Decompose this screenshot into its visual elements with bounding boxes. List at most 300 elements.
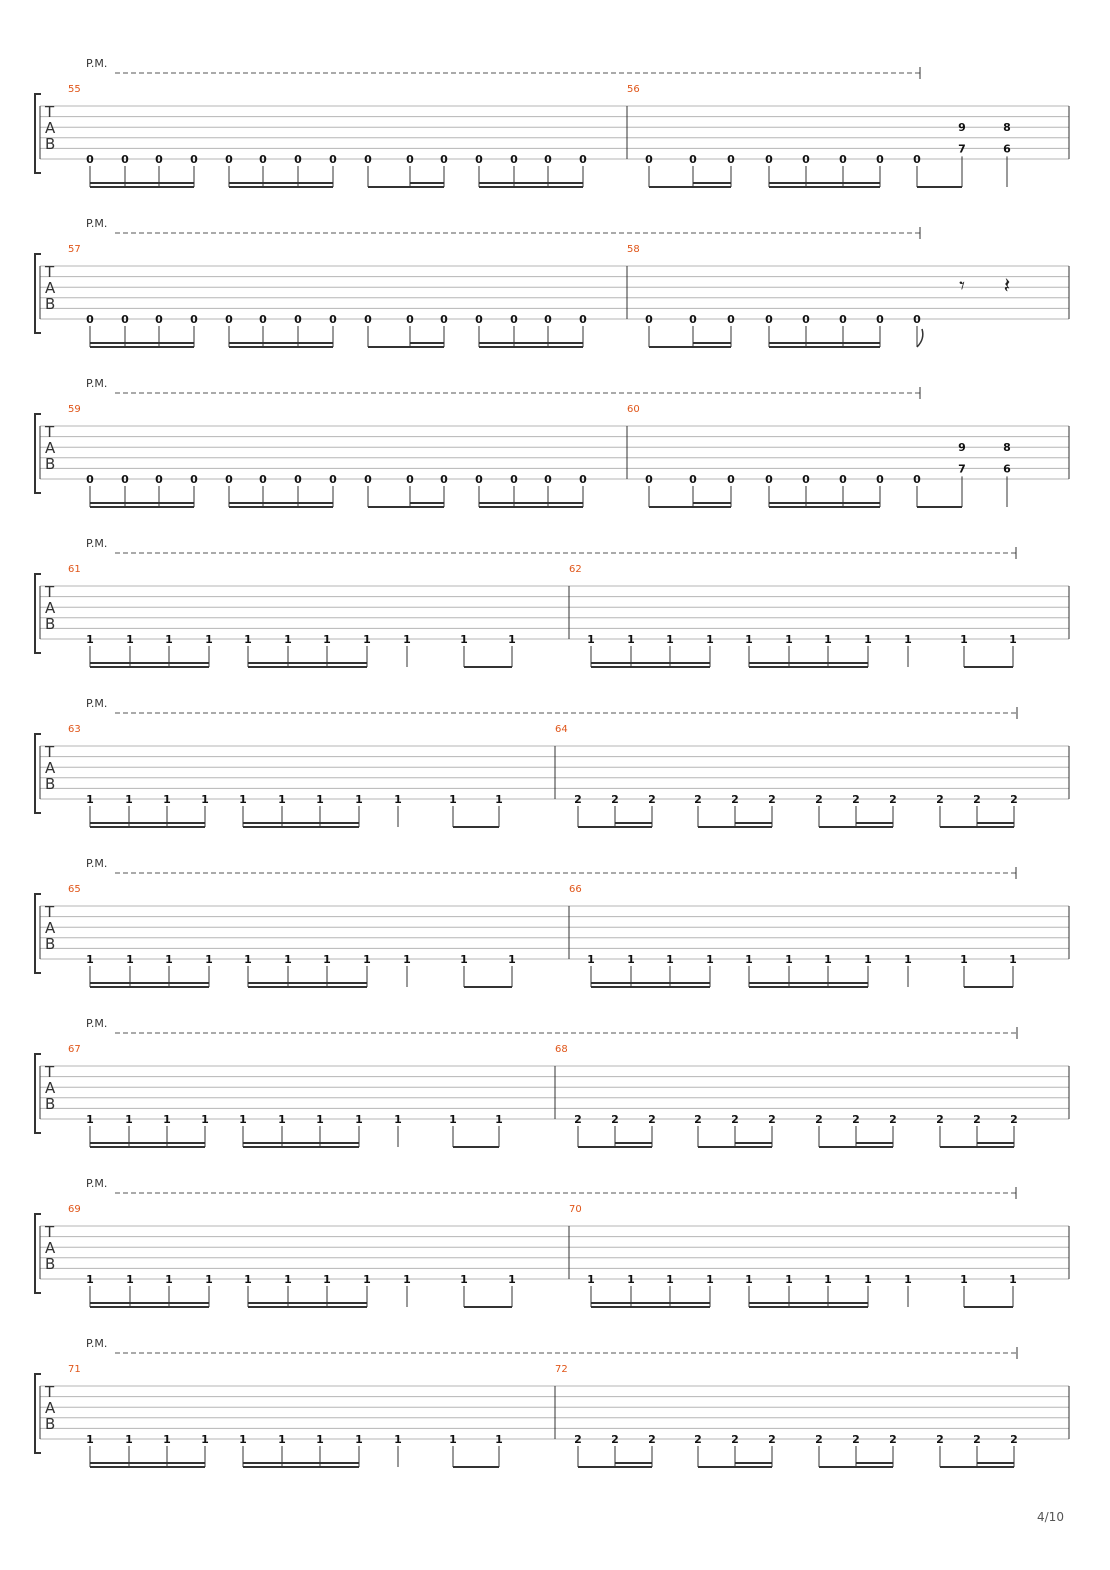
beam-group bbox=[475, 473, 587, 507]
beam-group bbox=[765, 313, 884, 347]
fret-number: 1 bbox=[278, 1433, 286, 1446]
tab-clef-letter: A bbox=[45, 279, 56, 297]
fret-number: 0 bbox=[839, 473, 847, 486]
tab-clef-letter: A bbox=[45, 1239, 56, 1257]
fret-number: 1 bbox=[824, 953, 832, 966]
fret-number: 1 bbox=[363, 633, 371, 646]
tab-clef-letter: T bbox=[45, 903, 55, 921]
tab-clef-letter: B bbox=[45, 775, 56, 793]
fret-number: 2 bbox=[936, 1113, 944, 1126]
fret-number: 0 bbox=[579, 313, 587, 326]
fret-number: 1 bbox=[627, 633, 635, 646]
fret-number: 0 bbox=[510, 313, 518, 326]
fret-number: 0 bbox=[913, 313, 921, 326]
fret-number: 6 bbox=[1003, 142, 1011, 156]
fret-number: 1 bbox=[201, 1113, 209, 1126]
fret-number: 1 bbox=[460, 953, 468, 966]
tab-clef-letter: B bbox=[45, 295, 56, 313]
fret-number: 2 bbox=[815, 1433, 823, 1446]
fret-number: 1 bbox=[239, 1433, 247, 1446]
fret-number: 1 bbox=[745, 953, 753, 966]
measure-number: 58 bbox=[627, 244, 640, 255]
beam-group bbox=[574, 1113, 656, 1147]
measure-number: 72 bbox=[555, 1364, 568, 1375]
fret-number: 2 bbox=[973, 793, 981, 806]
fret-number: 1 bbox=[201, 793, 209, 806]
tab-clef-letter: A bbox=[45, 439, 56, 457]
fret-number: 0 bbox=[876, 153, 884, 166]
measure-number: 66 bbox=[569, 884, 582, 895]
tab-clef-letter: T bbox=[45, 743, 55, 761]
beam-group bbox=[960, 1273, 1017, 1307]
beam-group bbox=[86, 1113, 209, 1147]
fret-number: 2 bbox=[648, 793, 656, 806]
fret-number: 2 bbox=[731, 1433, 739, 1446]
fret-number: 0 bbox=[913, 473, 921, 486]
beam-group bbox=[574, 1433, 656, 1467]
beam-group bbox=[574, 793, 656, 827]
fret-number: 0 bbox=[475, 153, 483, 166]
fret-number: 1 bbox=[824, 1273, 832, 1286]
measure-number: 65 bbox=[68, 884, 81, 895]
fret-number: 1 bbox=[165, 953, 173, 966]
fret-number: 1 bbox=[587, 633, 595, 646]
beam-group bbox=[86, 633, 213, 667]
beam-group bbox=[460, 633, 516, 667]
measure-number: 63 bbox=[68, 724, 81, 735]
fret-number: 2 bbox=[694, 793, 702, 806]
measure bbox=[68, 404, 587, 507]
eighth-rest: 𝄾 bbox=[959, 274, 965, 300]
fret-number: 0 bbox=[727, 313, 735, 326]
tab-clef-letter: T bbox=[45, 583, 55, 601]
fret-number: 0 bbox=[225, 473, 233, 486]
fret-number: 1 bbox=[706, 953, 714, 966]
palm-mute-label: P.M. bbox=[86, 697, 108, 710]
fret-number: 1 bbox=[163, 1113, 171, 1126]
fret-number: 1 bbox=[960, 953, 968, 966]
fret-number: 1 bbox=[244, 1273, 252, 1286]
fret-number: 2 bbox=[889, 1433, 897, 1446]
fret-number: 1 bbox=[205, 953, 213, 966]
tab-clef-letter: T bbox=[45, 423, 55, 441]
fret-number: 1 bbox=[864, 1273, 872, 1286]
fret-number: 1 bbox=[508, 1273, 516, 1286]
beam-group bbox=[645, 473, 735, 507]
tab-clef-letter: A bbox=[45, 919, 56, 937]
fret-number: 0 bbox=[364, 473, 372, 486]
fret-number: 9 bbox=[958, 441, 966, 455]
tab-clef-letter: B bbox=[45, 1255, 56, 1273]
fret-number: 0 bbox=[155, 313, 163, 326]
fret-number: 0 bbox=[645, 473, 653, 486]
measure bbox=[627, 244, 1010, 347]
beam-group bbox=[645, 313, 735, 347]
fret-number: 0 bbox=[225, 153, 233, 166]
measure bbox=[68, 1364, 503, 1467]
measure-number: 70 bbox=[569, 1204, 582, 1215]
beam-group bbox=[86, 313, 198, 347]
fret-number: 1 bbox=[960, 1273, 968, 1286]
tab-system bbox=[35, 217, 1069, 347]
fret-number: 1 bbox=[745, 633, 753, 646]
tab-clef-letter: T bbox=[45, 1063, 55, 1081]
fret-number: 1 bbox=[666, 633, 674, 646]
beam-group bbox=[694, 793, 776, 827]
note-flag bbox=[917, 329, 923, 347]
tab-clef-letter: T bbox=[45, 1383, 55, 1401]
fret-number: 0 bbox=[579, 153, 587, 166]
tab-clef-letter: A bbox=[45, 119, 56, 137]
fret-number: 9 bbox=[958, 121, 966, 135]
fret-number: 0 bbox=[475, 473, 483, 486]
beam-group bbox=[815, 1433, 897, 1467]
fret-number: 1 bbox=[587, 953, 595, 966]
fret-number: 0 bbox=[689, 153, 697, 166]
measure-number: 67 bbox=[68, 1044, 81, 1055]
fret-number: 1 bbox=[403, 1273, 411, 1286]
beam-group bbox=[815, 1113, 897, 1147]
tab-clef-letter: B bbox=[45, 615, 56, 633]
fret-number: 0 bbox=[121, 153, 129, 166]
fret-number: 1 bbox=[745, 1273, 753, 1286]
fret-number: 0 bbox=[406, 313, 414, 326]
beam-group bbox=[239, 1113, 363, 1147]
tab-clef-letter: A bbox=[45, 1079, 56, 1097]
measure bbox=[68, 1204, 516, 1307]
fret-number: 1 bbox=[126, 633, 134, 646]
fret-number: 2 bbox=[815, 1113, 823, 1126]
fret-number: 2 bbox=[611, 1113, 619, 1126]
beam-group bbox=[936, 1433, 1018, 1467]
fret-number: 1 bbox=[864, 953, 872, 966]
tab-clef-letter: B bbox=[45, 1415, 56, 1433]
fret-number: 1 bbox=[495, 793, 503, 806]
beam-group bbox=[244, 953, 371, 987]
measure-number: 55 bbox=[68, 84, 81, 95]
beam-group bbox=[460, 1273, 516, 1307]
fret-number: 0 bbox=[510, 473, 518, 486]
beam-group bbox=[86, 1273, 213, 1307]
beam-group bbox=[449, 793, 503, 827]
fret-number: 2 bbox=[852, 1433, 860, 1446]
tab-clef-letter: A bbox=[45, 599, 56, 617]
fret-number: 0 bbox=[190, 473, 198, 486]
beam-group bbox=[449, 1113, 503, 1147]
fret-number: 2 bbox=[936, 1433, 944, 1446]
tab-system bbox=[35, 1017, 1069, 1147]
measure bbox=[68, 884, 516, 987]
fret-number: 1 bbox=[706, 633, 714, 646]
fret-number: 0 bbox=[839, 153, 847, 166]
fret-number: 0 bbox=[689, 313, 697, 326]
quarter-rest: 𝄽 bbox=[1003, 274, 1011, 300]
fret-number: 0 bbox=[259, 473, 267, 486]
measure bbox=[569, 884, 1017, 987]
beam-group bbox=[587, 633, 714, 667]
fret-number: 0 bbox=[364, 153, 372, 166]
tab-clef-letter: B bbox=[45, 455, 56, 473]
fret-number: 1 bbox=[86, 633, 94, 646]
fret-number: 1 bbox=[355, 793, 363, 806]
fret-number: 2 bbox=[694, 1433, 702, 1446]
page-number: 4/10 bbox=[1037, 1510, 1064, 1524]
beam-group bbox=[913, 121, 966, 187]
fret-number: 1 bbox=[284, 953, 292, 966]
fret-number: 0 bbox=[294, 473, 302, 486]
tab-system bbox=[35, 1177, 1069, 1307]
fret-number: 1 bbox=[316, 793, 324, 806]
fret-number: 1 bbox=[1009, 1273, 1017, 1286]
palm-mute-label: P.M. bbox=[86, 537, 108, 550]
fret-number: 1 bbox=[1009, 633, 1017, 646]
fret-number: 1 bbox=[316, 1113, 324, 1126]
tab-system bbox=[35, 1337, 1069, 1467]
tab-clef-letter: B bbox=[45, 135, 56, 153]
fret-number: 1 bbox=[508, 633, 516, 646]
fret-number: 1 bbox=[785, 953, 793, 966]
fret-number: 0 bbox=[155, 473, 163, 486]
fret-number: 2 bbox=[768, 793, 776, 806]
palm-mute-label: P.M. bbox=[86, 57, 108, 70]
fret-number: 1 bbox=[627, 1273, 635, 1286]
fret-number: 1 bbox=[355, 1433, 363, 1446]
fret-number: 1 bbox=[126, 1273, 134, 1286]
fret-number: 1 bbox=[960, 633, 968, 646]
fret-number: 0 bbox=[259, 313, 267, 326]
fret-number: 1 bbox=[278, 1113, 286, 1126]
palm-mute-label: P.M. bbox=[86, 217, 108, 230]
fret-number: 0 bbox=[86, 153, 94, 166]
beam-group bbox=[745, 1273, 872, 1307]
measure bbox=[68, 564, 516, 667]
beam-group bbox=[815, 793, 897, 827]
beam-group bbox=[394, 1113, 402, 1147]
fret-number: 1 bbox=[460, 633, 468, 646]
fret-number: 2 bbox=[611, 1433, 619, 1446]
fret-number: 2 bbox=[731, 1113, 739, 1126]
beam-group bbox=[86, 153, 198, 187]
beam-group bbox=[394, 1433, 402, 1467]
fret-number: 0 bbox=[440, 313, 448, 326]
fret-number: 0 bbox=[802, 313, 810, 326]
fret-number: 0 bbox=[406, 153, 414, 166]
measure bbox=[555, 1364, 1018, 1467]
fret-number: 1 bbox=[785, 1273, 793, 1286]
tab-clef-letter: B bbox=[45, 1095, 56, 1113]
fret-number: 2 bbox=[1010, 793, 1018, 806]
fret-number: 1 bbox=[278, 793, 286, 806]
fret-number: 1 bbox=[666, 953, 674, 966]
fret-number: 1 bbox=[363, 953, 371, 966]
fret-number: 0 bbox=[802, 153, 810, 166]
fret-number: 0 bbox=[876, 473, 884, 486]
beam-group bbox=[239, 1433, 363, 1467]
fret-number: 1 bbox=[86, 1113, 94, 1126]
fret-number: 1 bbox=[403, 953, 411, 966]
beam-group bbox=[1003, 121, 1011, 187]
fret-number: 1 bbox=[706, 1273, 714, 1286]
palm-mute-label: P.M. bbox=[86, 1177, 108, 1190]
fret-number: 2 bbox=[889, 1113, 897, 1126]
fret-number: 2 bbox=[768, 1113, 776, 1126]
measure-number: 62 bbox=[569, 564, 582, 575]
measure bbox=[569, 564, 1017, 667]
beam-group bbox=[403, 1273, 411, 1307]
fret-number: 1 bbox=[239, 1113, 247, 1126]
fret-number: 7 bbox=[958, 142, 966, 156]
fret-number: 1 bbox=[864, 633, 872, 646]
fret-number: 1 bbox=[460, 1273, 468, 1286]
tab-system bbox=[35, 857, 1069, 987]
beam-group bbox=[936, 793, 1018, 827]
measure-number: 60 bbox=[627, 404, 640, 415]
fret-number: 2 bbox=[574, 1113, 582, 1126]
measure bbox=[555, 724, 1018, 827]
fret-number: 1 bbox=[904, 633, 912, 646]
measure-number: 61 bbox=[68, 564, 81, 575]
beam-group bbox=[765, 153, 884, 187]
tab-system bbox=[35, 537, 1069, 667]
beam-group bbox=[460, 953, 516, 987]
fret-number: 0 bbox=[765, 313, 773, 326]
beam-group bbox=[364, 473, 448, 507]
fret-number: 1 bbox=[244, 953, 252, 966]
fret-number: 2 bbox=[694, 1113, 702, 1126]
fret-number: 0 bbox=[259, 153, 267, 166]
fret-number: 1 bbox=[86, 1433, 94, 1446]
measure-number: 64 bbox=[555, 724, 568, 735]
fret-number: 0 bbox=[645, 153, 653, 166]
fret-number: 2 bbox=[574, 793, 582, 806]
fret-number: 1 bbox=[125, 1113, 133, 1126]
beam-group bbox=[225, 473, 337, 507]
fret-number: 2 bbox=[648, 1113, 656, 1126]
fret-number: 2 bbox=[852, 793, 860, 806]
fret-number: 0 bbox=[544, 313, 552, 326]
fret-number: 1 bbox=[165, 1273, 173, 1286]
fret-number: 1 bbox=[449, 1433, 457, 1446]
fret-number: 2 bbox=[768, 1433, 776, 1446]
fret-number: 1 bbox=[449, 793, 457, 806]
fret-number: 2 bbox=[574, 1433, 582, 1446]
measure bbox=[68, 244, 587, 347]
fret-number: 1 bbox=[394, 1113, 402, 1126]
fret-number: 1 bbox=[125, 1433, 133, 1446]
fret-number: 1 bbox=[126, 953, 134, 966]
fret-number: 0 bbox=[329, 153, 337, 166]
tab-clef-letter: T bbox=[45, 103, 55, 121]
tab-clef-letter: T bbox=[45, 1223, 55, 1241]
fret-number: 0 bbox=[440, 153, 448, 166]
beam-group bbox=[449, 1433, 503, 1467]
beam-group bbox=[244, 633, 371, 667]
fret-number: 1 bbox=[284, 1273, 292, 1286]
fret-number: 8 bbox=[1003, 441, 1011, 455]
fret-number: 0 bbox=[475, 313, 483, 326]
beam-group bbox=[225, 313, 337, 347]
fret-number: 0 bbox=[121, 313, 129, 326]
fret-number: 0 bbox=[510, 153, 518, 166]
tab-clef-letter: A bbox=[45, 759, 56, 777]
tab-system bbox=[35, 377, 1069, 507]
measure-number: 57 bbox=[68, 244, 81, 255]
measure-number: 59 bbox=[68, 404, 81, 415]
beam-group bbox=[904, 633, 912, 667]
fret-number: 2 bbox=[936, 793, 944, 806]
fret-number: 0 bbox=[544, 473, 552, 486]
measure bbox=[68, 84, 587, 187]
fret-number: 2 bbox=[648, 1433, 656, 1446]
fret-number: 1 bbox=[495, 1113, 503, 1126]
measure-number: 69 bbox=[68, 1204, 81, 1215]
fret-number: 2 bbox=[611, 793, 619, 806]
fret-number: 1 bbox=[1009, 953, 1017, 966]
fret-number: 1 bbox=[323, 1273, 331, 1286]
fret-number: 7 bbox=[958, 462, 966, 476]
fret-number: 0 bbox=[225, 313, 233, 326]
fret-number: 1 bbox=[627, 953, 635, 966]
beam-group bbox=[403, 953, 411, 987]
fret-number: 2 bbox=[973, 1113, 981, 1126]
fret-number: 1 bbox=[394, 793, 402, 806]
beam-group bbox=[1003, 441, 1011, 507]
fret-number: 8 bbox=[1003, 121, 1011, 135]
fret-number: 1 bbox=[495, 1433, 503, 1446]
fret-number: 1 bbox=[363, 1273, 371, 1286]
fret-number: 1 bbox=[163, 1433, 171, 1446]
beam-group bbox=[394, 793, 402, 827]
fret-number: 1 bbox=[904, 1273, 912, 1286]
fret-number: 1 bbox=[316, 1433, 324, 1446]
beam-group bbox=[745, 953, 872, 987]
palm-mute-label: P.M. bbox=[86, 1337, 108, 1350]
fret-number: 0 bbox=[294, 313, 302, 326]
fret-number: 0 bbox=[913, 153, 921, 166]
fret-number: 0 bbox=[86, 313, 94, 326]
beam-group bbox=[913, 441, 966, 507]
fret-number: 1 bbox=[323, 633, 331, 646]
measure bbox=[68, 1044, 503, 1147]
beam-group bbox=[765, 473, 884, 507]
fret-number: 0 bbox=[329, 313, 337, 326]
fret-number: 1 bbox=[449, 1113, 457, 1126]
fret-number: 0 bbox=[727, 473, 735, 486]
fret-number: 1 bbox=[323, 953, 331, 966]
tab-system bbox=[35, 57, 1069, 187]
fret-number: 1 bbox=[824, 633, 832, 646]
fret-number: 1 bbox=[201, 1433, 209, 1446]
measure bbox=[627, 404, 1011, 507]
beam-group bbox=[645, 153, 735, 187]
measure-number: 56 bbox=[627, 84, 640, 95]
beam-group bbox=[364, 313, 448, 347]
fret-number: 1 bbox=[284, 633, 292, 646]
measure bbox=[627, 84, 1011, 187]
fret-number: 0 bbox=[364, 313, 372, 326]
fret-number: 0 bbox=[294, 153, 302, 166]
fret-number: 2 bbox=[731, 793, 739, 806]
fret-number: 1 bbox=[244, 633, 252, 646]
fret-number: 1 bbox=[904, 953, 912, 966]
measure bbox=[555, 1044, 1018, 1147]
fret-number: 1 bbox=[239, 793, 247, 806]
measure-number: 68 bbox=[555, 1044, 568, 1055]
fret-number: 1 bbox=[205, 1273, 213, 1286]
fret-number: 0 bbox=[406, 473, 414, 486]
palm-mute-label: P.M. bbox=[86, 857, 108, 870]
fret-number: 0 bbox=[765, 153, 773, 166]
